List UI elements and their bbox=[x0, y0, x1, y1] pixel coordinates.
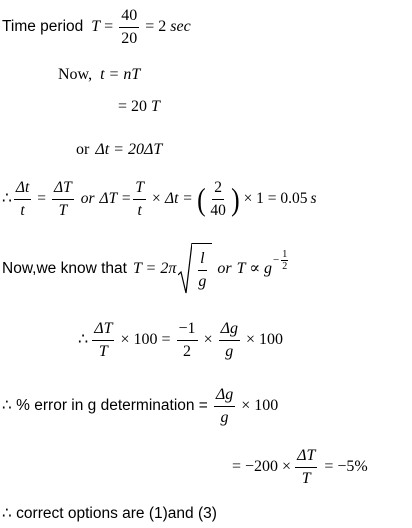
fraction-dg-g bbox=[214, 386, 235, 426]
fraction-denominator: 20 bbox=[121, 29, 138, 47]
equals-sign: = bbox=[104, 18, 114, 35]
time-var: t bbox=[100, 66, 105, 83]
fraction-dT-T bbox=[92, 320, 114, 360]
ratio-line bbox=[2, 174, 317, 224]
result-value: × 1 = 0.05 bbox=[243, 190, 308, 208]
left-paren: ( bbox=[196, 181, 206, 217]
percent-relation-line bbox=[78, 316, 283, 364]
period-var-2: T bbox=[151, 98, 160, 115]
result-line bbox=[232, 443, 368, 491]
period-var: T bbox=[91, 18, 101, 35]
or-label: or bbox=[217, 260, 232, 277]
or-label: or bbox=[80, 190, 95, 208]
delta-T-lhs: ΔT = bbox=[99, 190, 132, 208]
now-line bbox=[58, 64, 140, 86]
fraction-numerator: l bbox=[198, 250, 206, 271]
times-delta-t: × Δt = bbox=[150, 190, 193, 208]
fraction-numerator: Δg bbox=[219, 320, 240, 341]
radical-sign-icon bbox=[178, 243, 192, 295]
fraction-T-t bbox=[133, 179, 146, 218]
fraction-numerator: −1 bbox=[177, 320, 198, 341]
fraction-dT-T bbox=[295, 447, 317, 487]
fraction-denominator: T bbox=[98, 342, 108, 360]
exponent-fraction bbox=[281, 249, 288, 272]
time-equation: = nT bbox=[108, 66, 141, 83]
fraction-denominator: 40 bbox=[210, 201, 226, 219]
final-result: = −5% bbox=[324, 458, 368, 475]
fraction-denominator: T bbox=[58, 201, 68, 219]
fraction-dt-t bbox=[14, 179, 31, 218]
know-that-label: Now,we know that bbox=[2, 260, 127, 278]
delta-t-line bbox=[76, 139, 162, 161]
answer-line bbox=[2, 504, 217, 524]
fraction-numerator: ΔT bbox=[295, 447, 317, 468]
twenty-t-line bbox=[118, 96, 160, 118]
delta-t-lhs: Δt bbox=[95, 141, 110, 158]
times-sign: × bbox=[203, 331, 213, 348]
equals-sign: = bbox=[37, 190, 47, 208]
fraction-l-g bbox=[196, 250, 208, 290]
time-period-line bbox=[2, 5, 191, 49]
times-100: × 100 bbox=[245, 331, 284, 348]
fraction-2-40 bbox=[208, 179, 228, 218]
right-paren: ) bbox=[230, 181, 240, 217]
fraction-denominator: 2 bbox=[282, 260, 288, 272]
radicand bbox=[192, 243, 212, 295]
period-unit: sec bbox=[170, 18, 191, 35]
fraction-numerator: ΔT bbox=[92, 320, 114, 341]
exponent bbox=[273, 249, 290, 272]
square-root bbox=[178, 243, 212, 295]
fraction-numerator: T bbox=[133, 179, 146, 199]
time-period-label: Time period bbox=[2, 18, 84, 36]
times-100-equals: × 100 = bbox=[120, 331, 171, 348]
error-label: ∴ % error in g determination = bbox=[2, 397, 208, 415]
fraction-numerator: 2 bbox=[212, 179, 224, 199]
fraction-denominator: t bbox=[137, 201, 142, 219]
fraction-numerator: 40 bbox=[119, 7, 139, 28]
fraction-numerator: Δt bbox=[14, 179, 31, 199]
fraction-denominator: g bbox=[225, 342, 234, 360]
or-label: or bbox=[76, 141, 90, 158]
fraction-neg1-2 bbox=[177, 320, 198, 360]
fraction-40-20 bbox=[119, 7, 139, 47]
pendulum-line bbox=[2, 240, 290, 298]
g-var: g bbox=[264, 260, 273, 277]
result-unit: s bbox=[310, 190, 317, 208]
fraction-numerator: Δg bbox=[214, 386, 235, 407]
fraction-dT-T bbox=[52, 179, 74, 218]
fraction-dg-g bbox=[219, 320, 240, 360]
twenty-label: = 20 bbox=[118, 98, 148, 115]
fraction-denominator: g bbox=[220, 408, 229, 426]
times-100: × 100 bbox=[241, 397, 279, 414]
error-line bbox=[2, 382, 278, 430]
fraction-denominator: t bbox=[20, 201, 25, 219]
delta-t-rhs: = 20ΔT bbox=[113, 141, 163, 158]
proportional-expr: T ∝ bbox=[236, 260, 261, 277]
fraction-numerator: 1 bbox=[282, 248, 288, 260]
period-result: = 2 bbox=[145, 18, 167, 35]
minus-200-times: = −200 × bbox=[232, 458, 292, 475]
fraction-numerator: ΔT bbox=[52, 179, 74, 199]
answer-label: ∴ correct options are (1)and (3) bbox=[2, 505, 217, 523]
now-label: Now, bbox=[58, 66, 93, 83]
therefore-symbol: ∴ bbox=[78, 331, 89, 348]
exponent-sign: − bbox=[273, 253, 280, 266]
fraction-denominator: 2 bbox=[183, 342, 192, 360]
fraction-denominator: T bbox=[301, 469, 311, 487]
period-formula: T = 2π bbox=[132, 260, 177, 277]
therefore-symbol: ∴ bbox=[2, 190, 12, 208]
fraction-denominator: g bbox=[198, 273, 207, 290]
